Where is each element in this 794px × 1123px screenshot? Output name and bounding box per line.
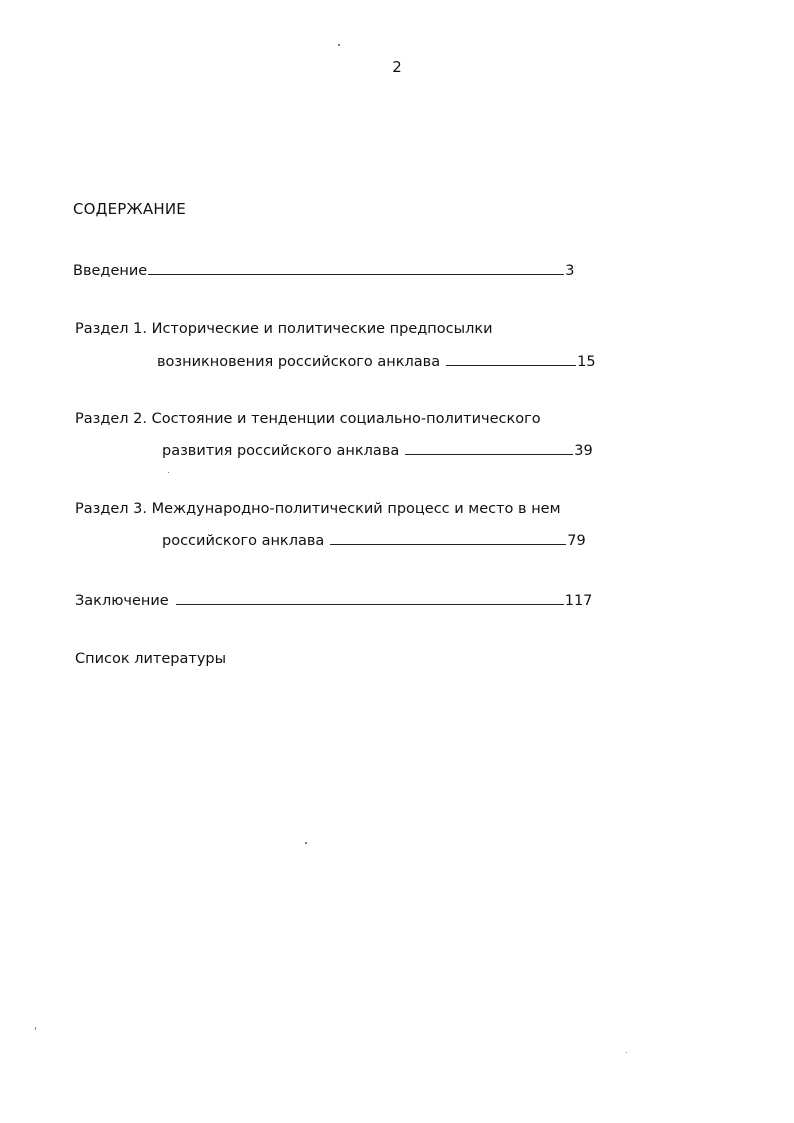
toc-entry-section-2-line1 <box>75 410 541 428</box>
toc-entry-page: 3 <box>565 263 575 279</box>
toc-entry-page: 117 <box>564 593 593 609</box>
scan-speck <box>35 1027 36 1030</box>
toc-entry-label: Список литературы <box>75 651 227 667</box>
toc-entry-section-2-line2 <box>162 440 593 460</box>
toc-leader <box>148 260 564 275</box>
toc-entry-bibliography <box>75 650 226 668</box>
toc-entry-page: 39 <box>574 443 593 459</box>
toc-entry-label: Раздел 1. Исторические и политические предпосылки <box>75 321 493 337</box>
toc-entry-label: Раздел 3. Международно-политический процесс и место в нем <box>75 501 561 517</box>
toc-entry-label: Раздел 2. Состояние и тенденции социально-политического <box>75 411 541 427</box>
scan-speck <box>168 472 169 473</box>
toc-entry-section-3-line1 <box>75 500 561 518</box>
toc-leader <box>330 530 566 545</box>
toc-leader <box>446 351 576 366</box>
toc-entry-conclusion <box>75 590 592 610</box>
toc-entry-label: Заключение <box>75 593 169 609</box>
toc-entry-section-1-line1 <box>75 320 493 338</box>
toc-leader <box>405 440 573 455</box>
toc-entry-page: 15 <box>577 354 596 370</box>
scan-speck <box>305 842 307 844</box>
toc-entry-label: российского анклава <box>162 533 325 549</box>
toc-entry-section-3-line2 <box>162 530 586 550</box>
toc-entry-label: возникновения российского анклава <box>157 354 441 370</box>
toc-entry-intro <box>73 260 574 280</box>
toc-leader <box>176 590 564 605</box>
toc-title: СОДЕРЖАНИЕ <box>73 200 186 218</box>
toc-entry-label: Введение <box>73 263 148 279</box>
page-number: 2 <box>392 58 402 76</box>
toc-entry-section-1-line2 <box>157 351 596 371</box>
toc-entry-page: 79 <box>567 533 586 549</box>
toc-entry-label: развития российского анклава <box>162 443 400 459</box>
scan-speck <box>338 44 340 46</box>
scan-speck <box>626 1052 627 1053</box>
